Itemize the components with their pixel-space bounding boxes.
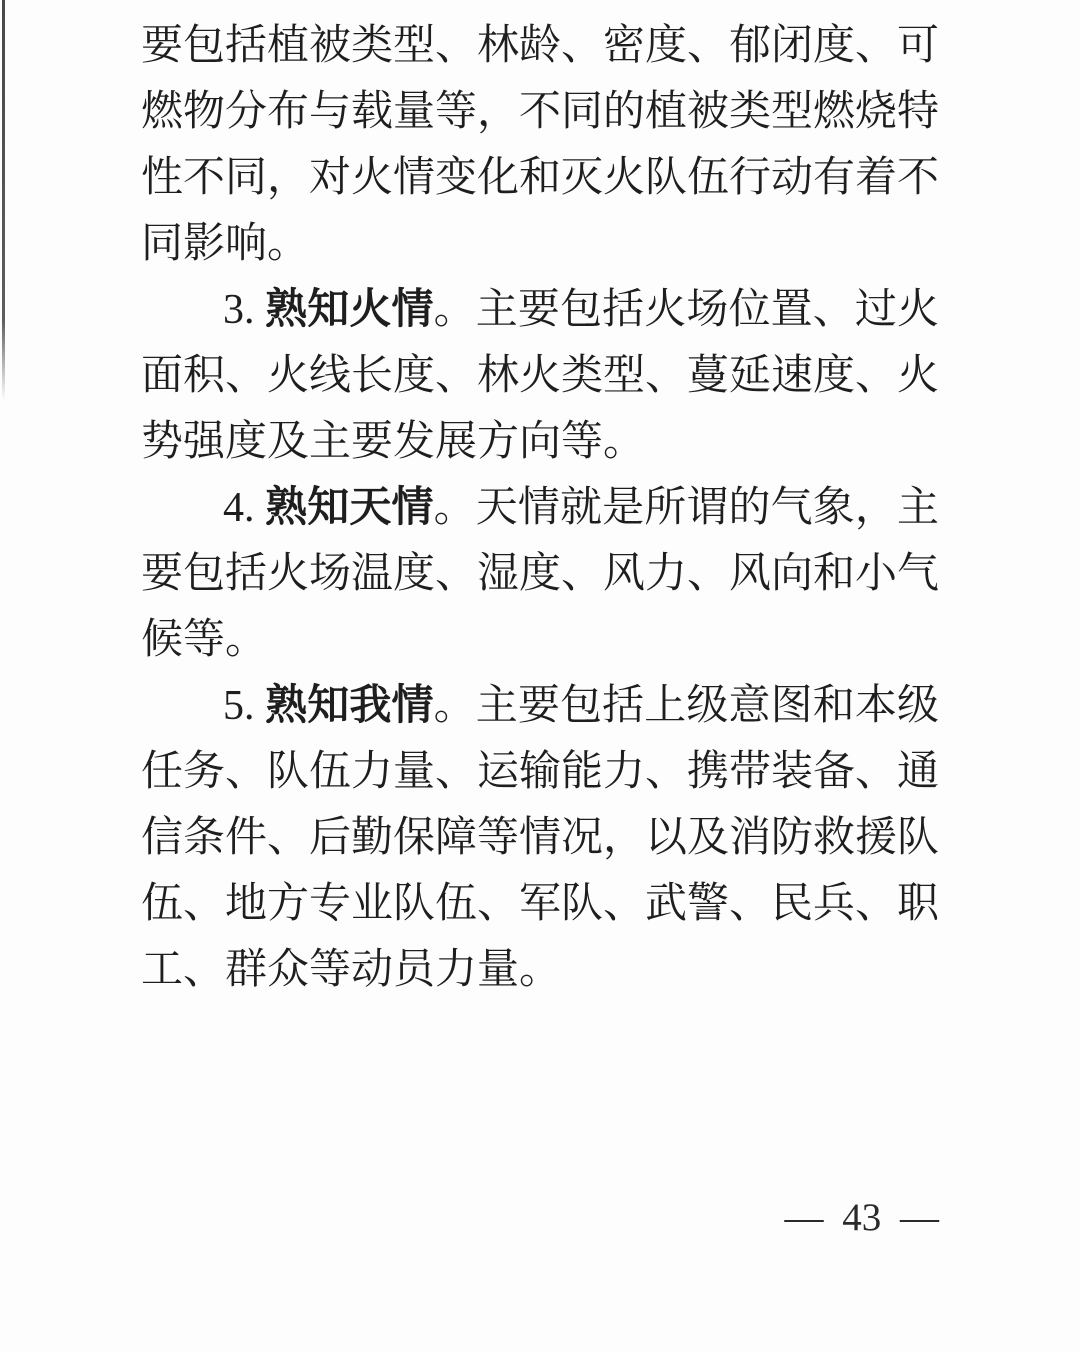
item-heading: 熟知我情 <box>265 683 434 729</box>
text-line <box>141 475 939 541</box>
text-line <box>141 145 939 211</box>
line-text: 燃物分布与载量等，不同的植被类型燃烧特 <box>141 89 940 135</box>
page-number: — 43 — <box>784 1196 939 1239</box>
line-text: 任务、队伍力量、运输能力、携带装备、通 <box>141 749 940 795</box>
item-number: 5. <box>223 683 266 729</box>
line-text: 面积、火线长度、林火类型、蔓延速度、火 <box>141 353 940 399</box>
item-number: 3. <box>223 287 266 333</box>
paragraph <box>141 475 939 673</box>
item-heading: 熟知火情 <box>265 287 434 333</box>
line-text: 。天情就是所谓的气象，主 <box>433 485 939 531</box>
text-line <box>141 211 939 277</box>
item-heading: 熟知天情 <box>265 485 434 531</box>
text-line <box>141 673 939 739</box>
text-line <box>141 541 939 607</box>
text-line <box>141 739 939 805</box>
text-line <box>141 607 939 673</box>
line-text: 伍、地方专业队伍、军队、武警、民兵、职 <box>141 881 940 927</box>
text-line <box>141 805 939 871</box>
page-footer <box>141 1196 939 1240</box>
line-text: 同影响。 <box>141 221 310 267</box>
line-text: 势强度及主要发展方向等。 <box>141 419 646 465</box>
scan-edge-artifact <box>2 0 5 400</box>
item-number: 4. <box>223 485 266 531</box>
line-text: 要包括火场温度、湿度、风力、风向和小气 <box>141 551 940 597</box>
line-text: 性不同，对火情变化和灭火队伍行动有着不 <box>141 155 940 201</box>
paragraph <box>141 277 939 475</box>
line-text: 信条件、后勤保障等情况，以及消防救援队 <box>141 815 940 861</box>
line-text: 工、群众等动员力量。 <box>141 947 562 993</box>
line-text: 。主要包括上级意图和本级 <box>433 683 939 729</box>
text-line <box>141 409 939 475</box>
line-text: 要包括植被类型、林龄、密度、郁闭度、可 <box>141 23 940 69</box>
line-text: 候等。 <box>141 617 268 663</box>
text-line <box>141 871 939 937</box>
line-text: 。主要包括火场位置、过火 <box>433 287 939 333</box>
text-line <box>141 277 939 343</box>
paragraph <box>141 13 939 277</box>
body-text <box>141 13 939 1003</box>
text-line <box>141 937 939 1003</box>
text-line <box>141 343 939 409</box>
text-line <box>141 13 939 79</box>
paragraph <box>141 673 939 1003</box>
text-line <box>141 79 939 145</box>
